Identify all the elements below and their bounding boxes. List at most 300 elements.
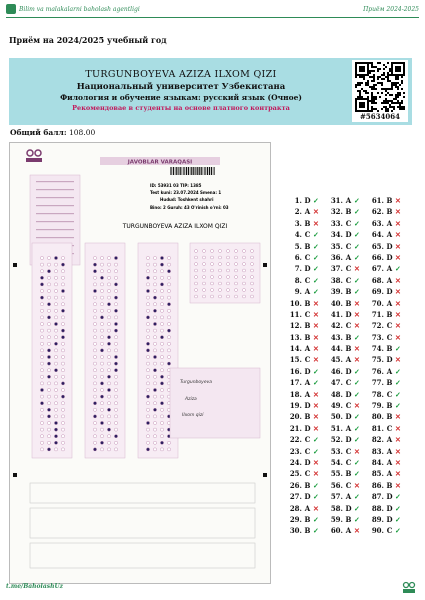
header-divider bbox=[6, 17, 419, 18]
answer-letter: D bbox=[304, 401, 311, 411]
answer-letter: D bbox=[386, 241, 393, 251]
question-number: 69. bbox=[371, 287, 384, 297]
cross-icon: ✕ bbox=[395, 298, 401, 308]
answer-row bbox=[370, 241, 410, 252]
answer-row bbox=[370, 332, 410, 343]
answer-row bbox=[288, 468, 328, 479]
answer-row bbox=[370, 446, 410, 457]
answer-row bbox=[288, 218, 328, 229]
question-number: 73. bbox=[371, 332, 384, 342]
answer-row bbox=[329, 241, 369, 252]
answer-letter: D bbox=[304, 196, 311, 205]
question-number: 68. bbox=[371, 275, 384, 285]
answer-letter: A bbox=[345, 423, 352, 433]
answer-row bbox=[288, 298, 328, 309]
question-number: 24. bbox=[289, 457, 302, 467]
question-number: 76. bbox=[371, 366, 384, 376]
question-number: 7. bbox=[294, 264, 302, 274]
answer-letter: C bbox=[386, 526, 393, 536]
question-number: 50. bbox=[330, 412, 343, 422]
question-number: 66. bbox=[371, 252, 384, 262]
question-number: 1. bbox=[294, 196, 302, 205]
question-number: 14. bbox=[289, 344, 302, 354]
answer-row bbox=[329, 480, 369, 491]
check-icon: ✓ bbox=[354, 412, 360, 422]
answer-letter: C bbox=[386, 423, 393, 433]
answer-letter: C bbox=[345, 480, 352, 490]
question-number: 45. bbox=[330, 355, 343, 365]
cross-icon: ✕ bbox=[395, 287, 401, 297]
question-number: 80. bbox=[371, 412, 384, 422]
cross-icon: ✕ bbox=[354, 298, 360, 308]
question-number: 35. bbox=[330, 241, 343, 251]
question-number: 63. bbox=[371, 218, 384, 228]
answer-letter: C bbox=[304, 469, 311, 479]
answer-letter: B bbox=[386, 480, 393, 490]
check-icon: ✓ bbox=[313, 252, 319, 262]
answer-row bbox=[288, 366, 328, 377]
answer-row bbox=[288, 457, 328, 468]
answer-letter: D bbox=[345, 230, 352, 240]
cross-icon: ✕ bbox=[395, 412, 401, 422]
check-icon: ✓ bbox=[395, 366, 401, 376]
answer-letter: C bbox=[304, 446, 311, 456]
cross-icon: ✕ bbox=[395, 355, 401, 365]
question-number: 17. bbox=[289, 378, 302, 388]
question-number: 88. bbox=[371, 503, 384, 513]
answer-row bbox=[329, 206, 369, 217]
answer-row bbox=[370, 366, 410, 377]
question-number: 18. bbox=[289, 389, 302, 399]
answer-letter: B bbox=[345, 287, 352, 297]
answer-row bbox=[329, 229, 369, 240]
answer-row bbox=[370, 491, 410, 502]
answer-row bbox=[329, 332, 369, 343]
check-icon: ✓ bbox=[354, 514, 360, 524]
answer-row bbox=[370, 377, 410, 388]
answer-letter: A bbox=[304, 378, 311, 388]
sheet-bino-line: Bino: 2 Guruh: 43 O'rinish o'rni: 03 bbox=[150, 205, 229, 210]
answer-row bbox=[288, 229, 328, 240]
answer-letter: B bbox=[304, 412, 311, 422]
answer-row bbox=[329, 434, 369, 445]
answer-row bbox=[288, 400, 328, 411]
answer-letter: C bbox=[386, 389, 393, 399]
answer-row bbox=[329, 366, 369, 377]
answer-letter: B bbox=[304, 218, 311, 228]
cross-icon: ✕ bbox=[313, 332, 319, 342]
question-number: 70. bbox=[371, 298, 384, 308]
cross-icon: ✕ bbox=[354, 401, 360, 411]
qr-block bbox=[352, 60, 408, 122]
cross-icon: ✕ bbox=[313, 401, 319, 411]
answer-row bbox=[370, 514, 410, 525]
question-number: 58. bbox=[330, 503, 343, 513]
cross-icon: ✕ bbox=[313, 309, 319, 319]
question-number: 64. bbox=[371, 230, 384, 240]
answer-letter: C bbox=[304, 309, 311, 319]
footer-logo-icon bbox=[402, 581, 416, 595]
question-number: 79. bbox=[371, 401, 384, 411]
sheet-id-line: ID: 53931 03 TIP: 1385 bbox=[150, 183, 202, 188]
question-number: 52. bbox=[330, 435, 343, 445]
answer-letter: C bbox=[345, 401, 352, 411]
answer-letter: D bbox=[304, 423, 311, 433]
answer-row bbox=[288, 503, 328, 514]
answer-letter: B bbox=[304, 514, 311, 524]
cross-icon: ✕ bbox=[354, 480, 360, 490]
answer-letter: B bbox=[304, 321, 311, 331]
cross-icon: ✕ bbox=[313, 218, 319, 228]
question-number: 57. bbox=[330, 492, 343, 502]
sheet-logo-icon bbox=[26, 150, 42, 162]
question-number: 90. bbox=[371, 526, 384, 536]
answer-row bbox=[329, 468, 369, 479]
answer-letter: A bbox=[386, 264, 393, 274]
answer-row bbox=[370, 252, 410, 263]
answer-letter: B bbox=[345, 344, 352, 354]
sheet-date-line: Test kuni: 23.07.2024 Smena: 1 bbox=[150, 190, 222, 195]
check-icon: ✓ bbox=[354, 196, 360, 205]
answer-letter: C bbox=[304, 252, 311, 262]
question-number: 29. bbox=[289, 514, 302, 524]
cross-icon: ✕ bbox=[313, 344, 319, 354]
qr-code-icon bbox=[355, 62, 405, 112]
check-icon: ✓ bbox=[354, 423, 360, 433]
answer-row bbox=[370, 343, 410, 354]
answer-row bbox=[288, 263, 328, 274]
cross-icon: ✕ bbox=[395, 321, 401, 331]
answer-row bbox=[288, 320, 328, 331]
answer-row bbox=[329, 503, 369, 514]
question-number: 39. bbox=[330, 287, 343, 297]
answer-row bbox=[288, 332, 328, 343]
answer-letter: B bbox=[345, 469, 352, 479]
check-icon: ✓ bbox=[313, 514, 319, 524]
answer-letter: D bbox=[345, 309, 352, 319]
answer-row bbox=[329, 263, 369, 274]
question-number: 6. bbox=[294, 252, 302, 262]
cross-icon: ✕ bbox=[313, 355, 319, 365]
question-number: 44. bbox=[330, 344, 343, 354]
answer-letter: B bbox=[304, 241, 311, 251]
question-number: 54. bbox=[330, 457, 343, 467]
answer-letter: B bbox=[345, 332, 352, 342]
cross-icon: ✕ bbox=[395, 230, 401, 240]
answer-letter: A bbox=[386, 435, 393, 445]
signature-patronymic: Ilxom qizi bbox=[182, 413, 204, 418]
question-number: 13. bbox=[289, 332, 302, 342]
answer-row bbox=[370, 298, 410, 309]
answer-letter: A bbox=[345, 252, 352, 262]
answer-row bbox=[329, 298, 369, 309]
check-icon: ✓ bbox=[354, 218, 360, 228]
answer-letter: D bbox=[304, 457, 311, 467]
question-number: 62. bbox=[371, 207, 384, 217]
answer-row bbox=[370, 503, 410, 514]
answer-letter: D bbox=[386, 252, 393, 262]
question-number: 23. bbox=[289, 446, 302, 456]
question-number: 19. bbox=[289, 401, 302, 411]
check-icon: ✓ bbox=[395, 503, 401, 513]
answer-row bbox=[288, 252, 328, 263]
answer-letter: C bbox=[345, 457, 352, 467]
check-icon: ✓ bbox=[354, 457, 360, 467]
sheet-heading: JAVOBLAR VARAQASI bbox=[127, 159, 193, 166]
answer-letter: D bbox=[345, 435, 352, 445]
check-icon: ✓ bbox=[354, 230, 360, 240]
university-name: Национальный университет Узбекистана bbox=[76, 82, 286, 92]
answer-row bbox=[370, 480, 410, 491]
cross-icon: ✕ bbox=[354, 526, 360, 536]
answer-row bbox=[370, 423, 410, 434]
answer-letter: B bbox=[386, 344, 393, 354]
check-icon: ✓ bbox=[395, 378, 401, 388]
answer-row bbox=[329, 354, 369, 365]
question-number: 20. bbox=[289, 412, 302, 422]
check-icon: ✓ bbox=[354, 469, 360, 479]
answer-letter: A bbox=[304, 389, 311, 399]
cross-icon: ✕ bbox=[395, 207, 401, 217]
check-icon: ✓ bbox=[395, 344, 401, 354]
answer-row bbox=[288, 206, 328, 217]
answer-row bbox=[288, 423, 328, 434]
answer-row bbox=[288, 275, 328, 286]
cross-icon: ✕ bbox=[313, 457, 319, 467]
cross-icon: ✕ bbox=[354, 446, 360, 456]
answer-letter: A bbox=[304, 287, 311, 297]
answer-row bbox=[288, 195, 328, 206]
answer-letter: D bbox=[386, 287, 393, 297]
question-number: 74. bbox=[371, 344, 384, 354]
answer-row bbox=[370, 389, 410, 400]
answer-row bbox=[288, 411, 328, 422]
answer-letter: D bbox=[345, 366, 352, 376]
answer-letter: C bbox=[345, 264, 352, 274]
question-number: 37. bbox=[330, 264, 343, 274]
check-icon: ✓ bbox=[313, 287, 319, 297]
answer-row bbox=[329, 252, 369, 263]
check-icon: ✓ bbox=[313, 230, 319, 240]
answer-letter: C bbox=[304, 275, 311, 285]
answer-letter: C bbox=[304, 355, 311, 365]
answer-letter: D bbox=[304, 366, 311, 376]
check-icon: ✓ bbox=[395, 401, 401, 411]
question-number: 26. bbox=[289, 480, 302, 490]
check-icon: ✓ bbox=[313, 378, 319, 388]
answer-letter: A bbox=[304, 503, 311, 513]
check-icon: ✓ bbox=[354, 435, 360, 445]
answer-letter: A bbox=[386, 469, 393, 479]
page-title: Приём на 2024/2025 учебный год bbox=[9, 35, 167, 45]
cross-icon: ✕ bbox=[354, 344, 360, 354]
check-icon: ✓ bbox=[354, 287, 360, 297]
answer-row bbox=[288, 514, 328, 525]
answer-letter: C bbox=[304, 435, 311, 445]
question-number: 55. bbox=[330, 469, 343, 479]
answer-row bbox=[370, 434, 410, 445]
answer-column bbox=[329, 195, 369, 537]
footer-link[interactable]: t.me/BaholashUz bbox=[6, 583, 64, 590]
answer-letter: A bbox=[386, 230, 393, 240]
question-number: 67. bbox=[371, 264, 384, 274]
answer-row bbox=[370, 286, 410, 297]
cross-icon: ✕ bbox=[354, 355, 360, 365]
student-name: TURGUNBOYEVA AZIZA ILXOM QIZI bbox=[85, 69, 277, 80]
check-icon: ✓ bbox=[313, 275, 319, 285]
question-number: 47. bbox=[330, 378, 343, 388]
signature-firstname: Aziza bbox=[185, 397, 197, 402]
answer-row bbox=[288, 309, 328, 320]
answer-row bbox=[370, 354, 410, 365]
answer-row bbox=[329, 400, 369, 411]
answer-row bbox=[370, 320, 410, 331]
barcode-icon bbox=[170, 167, 215, 175]
answer-letter: C bbox=[386, 321, 393, 331]
answer-letter: B bbox=[345, 298, 352, 308]
answer-column bbox=[370, 195, 410, 537]
question-number: 8. bbox=[294, 275, 302, 285]
question-number: 49. bbox=[330, 401, 343, 411]
score-value: 108.00 bbox=[69, 128, 96, 137]
question-number: 31. bbox=[330, 196, 343, 205]
answer-letter: C bbox=[345, 378, 352, 388]
answer-row bbox=[329, 423, 369, 434]
answer-row bbox=[370, 218, 410, 229]
cross-icon: ✕ bbox=[395, 469, 401, 479]
cross-icon: ✕ bbox=[354, 309, 360, 319]
answer-letter: B bbox=[304, 298, 311, 308]
sheet-hudud-line: Hudud: Toshkent shahri bbox=[160, 197, 214, 202]
answer-row bbox=[370, 229, 410, 240]
answer-letter: A bbox=[345, 492, 352, 502]
question-number: 53. bbox=[330, 446, 343, 456]
question-number: 38. bbox=[330, 275, 343, 285]
check-icon: ✓ bbox=[354, 503, 360, 513]
answer-letter: B bbox=[304, 526, 311, 536]
question-number: 27. bbox=[289, 492, 302, 502]
answer-letter: A bbox=[386, 218, 393, 228]
answer-row bbox=[329, 514, 369, 525]
question-number: 34. bbox=[330, 230, 343, 240]
check-icon: ✓ bbox=[313, 264, 319, 274]
question-number: 78. bbox=[371, 389, 384, 399]
check-icon: ✓ bbox=[354, 332, 360, 342]
answer-row bbox=[329, 491, 369, 502]
answer-row bbox=[329, 195, 369, 206]
check-icon: ✓ bbox=[354, 492, 360, 502]
cross-icon: ✕ bbox=[395, 480, 401, 490]
check-icon: ✓ bbox=[395, 389, 401, 399]
answer-letter: D bbox=[386, 492, 393, 502]
answer-row bbox=[370, 263, 410, 274]
answer-letter: A bbox=[386, 446, 393, 456]
signature-surname: Turgunboyeva bbox=[180, 380, 213, 385]
cross-icon: ✕ bbox=[395, 218, 401, 228]
answer-row bbox=[329, 343, 369, 354]
cross-icon: ✕ bbox=[395, 435, 401, 445]
question-number: 82. bbox=[371, 435, 384, 445]
cross-icon: ✕ bbox=[395, 252, 401, 262]
check-icon: ✓ bbox=[354, 378, 360, 388]
answer-letter: A bbox=[304, 344, 311, 354]
question-number: 22. bbox=[289, 435, 302, 445]
question-number: 21. bbox=[289, 423, 302, 433]
question-number: 42. bbox=[330, 321, 343, 331]
answer-row bbox=[370, 400, 410, 411]
answer-letter: B bbox=[386, 401, 393, 411]
cross-icon: ✕ bbox=[395, 446, 401, 456]
question-number: 61. bbox=[371, 196, 384, 205]
answer-letter: C bbox=[304, 230, 311, 240]
cross-icon: ✕ bbox=[313, 469, 319, 479]
answer-row bbox=[288, 434, 328, 445]
answer-row bbox=[288, 241, 328, 252]
application-id: #5634064 bbox=[360, 112, 400, 121]
check-icon: ✓ bbox=[313, 196, 319, 205]
answer-letter: A bbox=[304, 207, 311, 217]
page-header bbox=[6, 4, 419, 16]
question-number: 48. bbox=[330, 389, 343, 399]
admission-label: Приём 2024-2025 bbox=[363, 6, 419, 13]
question-number: 83. bbox=[371, 446, 384, 456]
question-number: 16. bbox=[289, 366, 302, 376]
question-number: 15. bbox=[289, 355, 302, 365]
answer-letter: D bbox=[345, 389, 352, 399]
answer-letter: C bbox=[345, 218, 352, 228]
answer-row bbox=[288, 354, 328, 365]
answer-letter: B bbox=[304, 480, 311, 490]
answer-row bbox=[329, 389, 369, 400]
answer-row bbox=[329, 411, 369, 422]
answer-letter: D bbox=[345, 503, 352, 513]
question-number: 51. bbox=[330, 423, 343, 433]
cross-icon: ✕ bbox=[313, 389, 319, 399]
question-number: 71. bbox=[371, 309, 384, 319]
answer-row bbox=[329, 286, 369, 297]
question-number: 85. bbox=[371, 469, 384, 479]
answer-letter: A bbox=[386, 298, 393, 308]
answer-letter: C bbox=[345, 241, 352, 251]
cross-icon: ✕ bbox=[395, 196, 401, 205]
check-icon: ✓ bbox=[395, 264, 401, 274]
question-number: 25. bbox=[289, 469, 302, 479]
answer-letter: C bbox=[345, 321, 352, 331]
answer-letter: D bbox=[386, 355, 393, 365]
check-icon: ✓ bbox=[313, 492, 319, 502]
check-icon: ✓ bbox=[354, 252, 360, 262]
answer-row bbox=[329, 457, 369, 468]
check-icon: ✓ bbox=[313, 241, 319, 251]
question-number: 81. bbox=[371, 423, 384, 433]
cross-icon: ✕ bbox=[313, 298, 319, 308]
question-number: 32. bbox=[330, 207, 343, 217]
answer-row bbox=[288, 491, 328, 502]
cross-icon: ✕ bbox=[313, 321, 319, 331]
cross-icon: ✕ bbox=[395, 241, 401, 251]
answer-row bbox=[288, 377, 328, 388]
cross-icon: ✕ bbox=[354, 321, 360, 331]
answer-row bbox=[288, 343, 328, 354]
answer-letter: D bbox=[386, 514, 393, 524]
check-icon: ✓ bbox=[313, 446, 319, 456]
answer-row bbox=[329, 320, 369, 331]
answer-letter: D bbox=[304, 264, 311, 274]
answer-row bbox=[288, 480, 328, 491]
answer-letter: D bbox=[345, 412, 352, 422]
question-number: 59. bbox=[330, 514, 343, 524]
answer-letter: B bbox=[345, 514, 352, 524]
